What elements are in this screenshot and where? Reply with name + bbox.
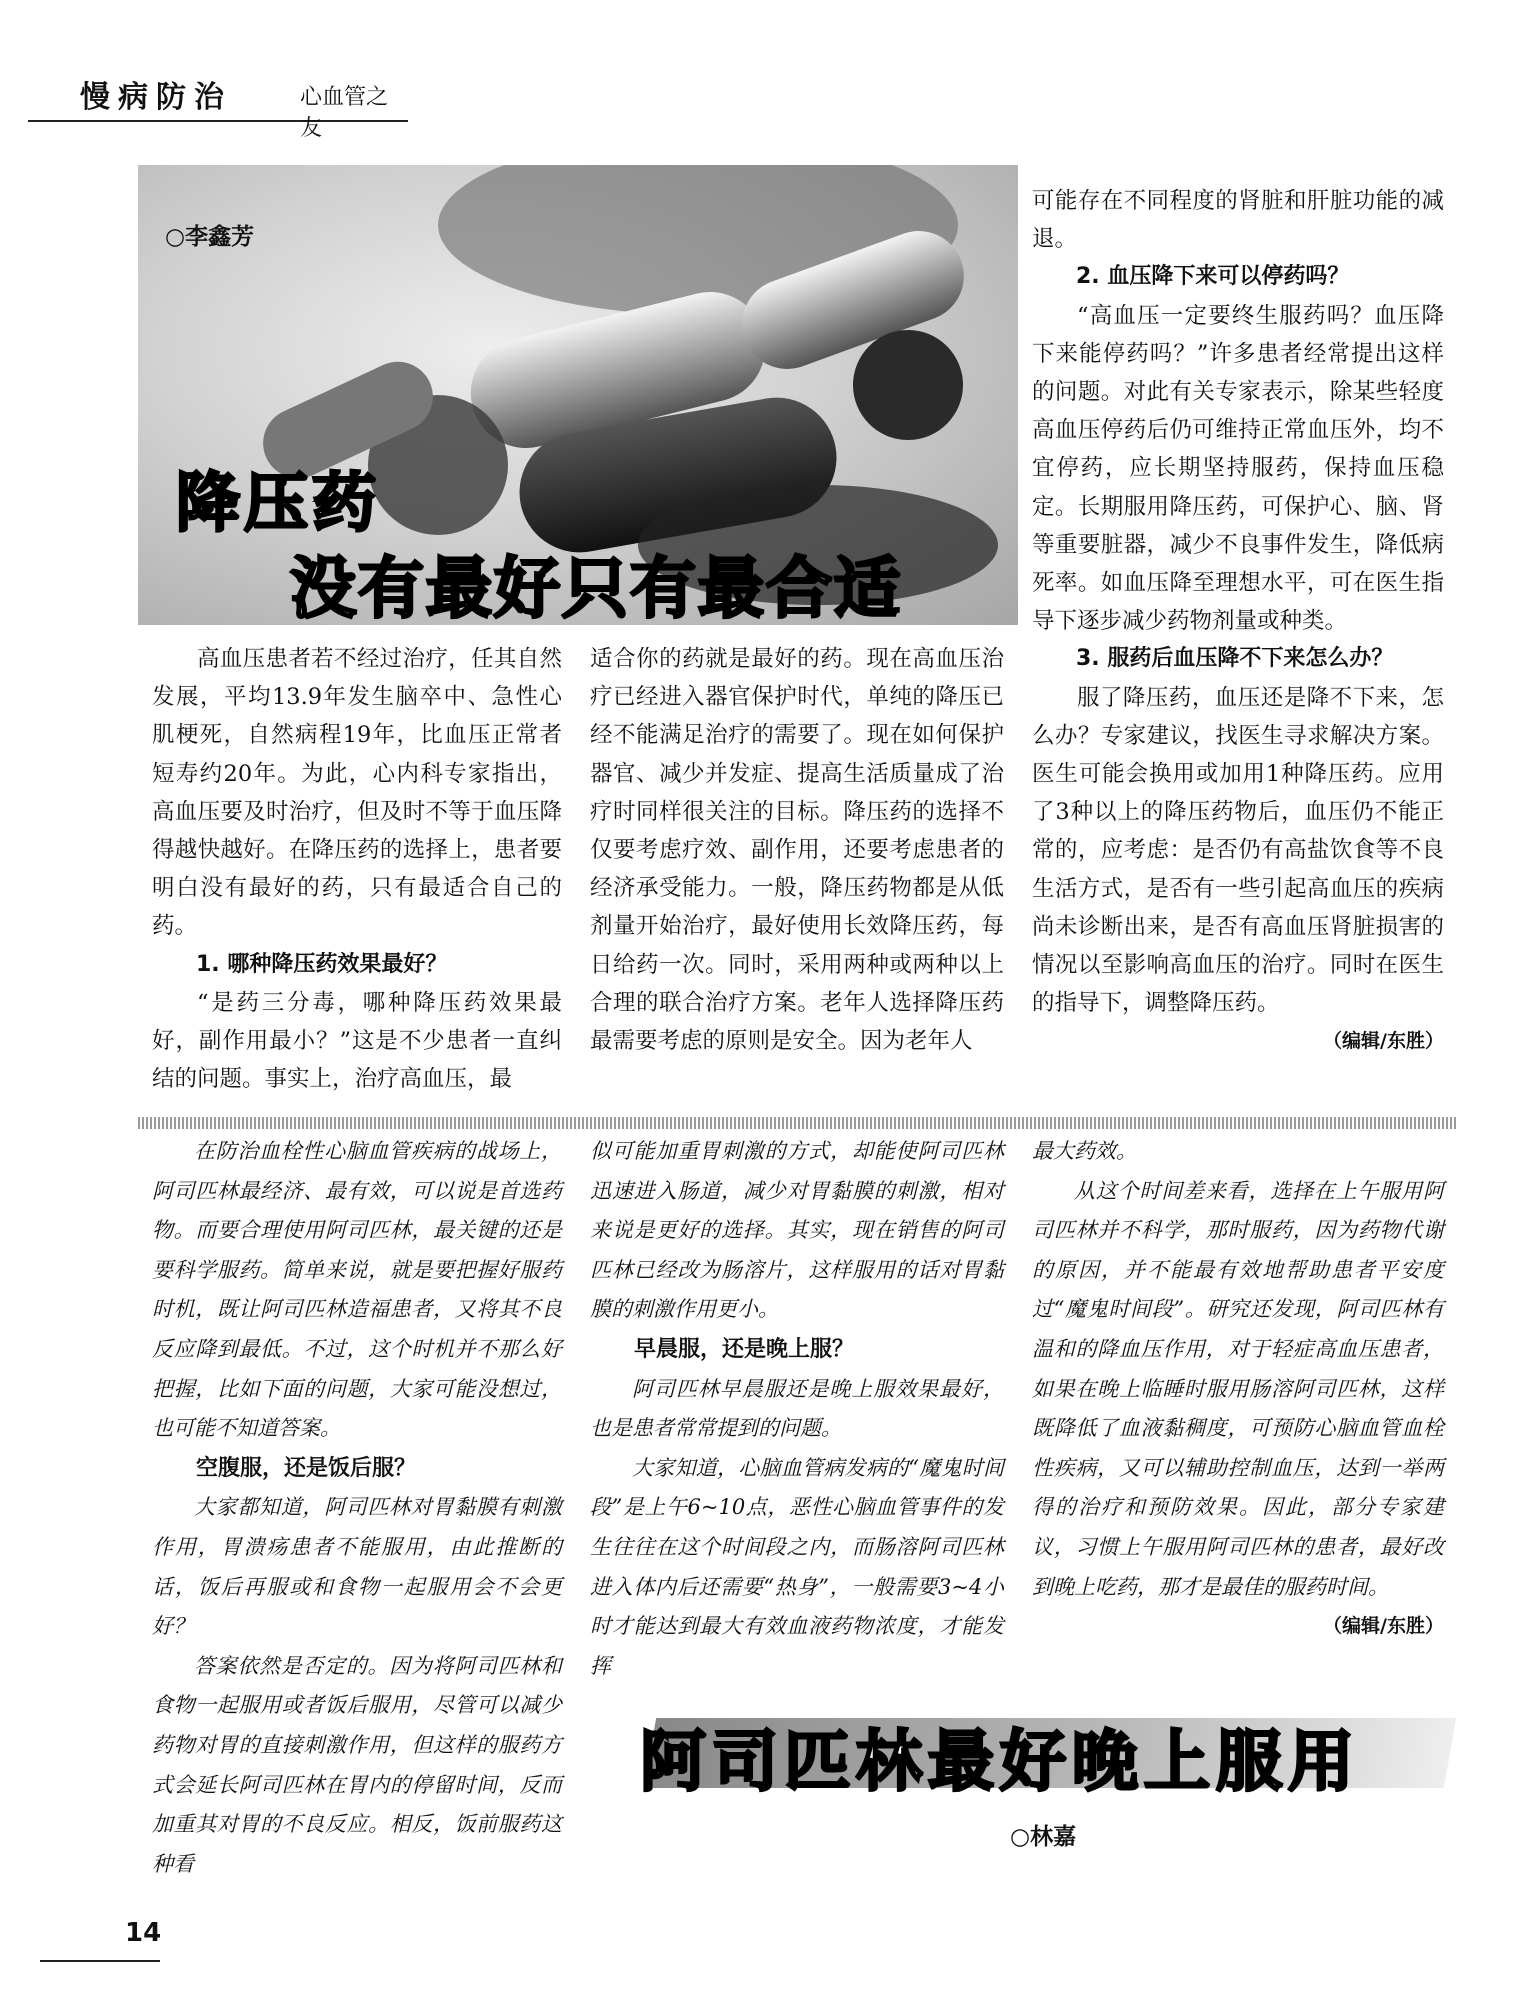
article2-author: ○林嘉	[1010, 1824, 1077, 1850]
article-divider	[138, 1117, 1458, 1129]
paragraph: 大家知道，心脑血管病发病的“魔鬼时间段”是上午6~10点，恶性心脑血管事件的发生往往在这个时间段之内，而肠溶阿司匹林进入体内后还需要“热身”，一般需要3~4小时才能达到最大有效血液药物浓度，才能发挥	[590, 1455, 1004, 1678]
paragraph: 在防治血栓性心脑血管疾病的战场上，阿司匹林最经济、最有效，可以说是首选药物。而要合理使用阿司匹林，最关键的还是要科学服药。简单来说，就是要把握好服药时机，既让阿司匹林造福患者，又将其不良反应降到最低。不过，这个时机并不那么好把握，比如下面的问题，大家可能没想过，也可能不知道答案。	[152, 1139, 562, 1441]
running-header	[28, 58, 408, 141]
editor-credit: （编辑/东胜）	[1323, 1030, 1444, 1053]
paragraph: 适合你的药就是最好的药。现在高血压治疗已经进入器官保护时代，单纯的降压已经不能满足治疗的需要了。现在如何保护器官、减少并发症、提高生活质量成了治疗时同样很关注的目标。降压药的选择不仅要考虑疗效、副作用，还要考虑患者的经济承受能力。一般，降压药物都是从低剂量开始治疗，最好使用长效降压药，每日给药一次。同时，采用两种或两种以上合理的联合治疗方案。老年人选择降压药最需要考虑的原则是安全。因为老年人	[590, 646, 1004, 1055]
paragraph: 阿司匹林早晨服还是晚上服效果最好，也是患者常常提到的问题。	[590, 1376, 1004, 1441]
paragraph: “是药三分毒，哪种降压药效果最好，副作用最小？”这是不少患者一直纠结的问题。事实上，治疗高血压，最	[152, 989, 562, 1093]
paragraph: 似可能加重胃刺激的方式，却能使阿司匹林迅速进入肠道，减少对胃黏膜的刺激，相对来说是更好的选择。其实，现在销售的阿司匹林已经改为肠溶片，这样服用的话对胃黏膜的刺激作用更小。	[590, 1139, 1004, 1322]
paragraph: 大家都知道，阿司匹林对胃黏膜有刺激作用，胃溃疡患者不能服用，由此推断的话，饭后再服或和食物一起服用会不会更好？	[152, 1495, 562, 1639]
paragraph: 最大药效。	[1032, 1139, 1137, 1163]
paragraph: 服了降压药，血压还是降不下来，怎么办？专家建议，找医生寻求解决方案。医生可能会换用或加用1种降压药。应用了3种以上的降压药物后，血压仍不能正常的，应考虑：是否仍有高盐饮食等不良生活方式，是否有一些引起高血压的疾病尚未诊断出来，是否有高血压肾脏损害的情况以至影响高血压的治疗。同时在医生的指导下，调整降压药。	[1032, 684, 1444, 1017]
article1-author: ○李鑫芳	[165, 224, 255, 250]
article1-title-line2: 没有最好只有最合适	[290, 550, 902, 627]
page-number-rule	[40, 1960, 160, 1962]
section-title: 慢病防治	[80, 80, 232, 115]
article1-column1	[152, 640, 562, 1098]
paragraph: “高血压一定要终生服药吗？血压降下来能停药吗？”许多患者经常提出这样的问题。对此有关专家表示，除某些轻度高血压停药后仍可维持正常血压外，均不宜停药，应长期坚持服药，保持血压稳定。长期服用降压药，可保护心、脑、肾等重要脏器，减少不良事件发生，降低病死率。如血压降至理想水平，可在医生指导下逐步减少药物剂量或种类。	[1032, 302, 1444, 635]
paragraph: 答案依然是否定的。因为将阿司匹林和食物一起服用或者饭后服用，尽管可以减少药物对胃的直接刺激作用，但这样的服药方式会延长阿司匹林在胃内的停留时间，反而加重其对胃的不良反应。相反，饭前服药这种看	[152, 1653, 562, 1876]
article1-column2	[590, 640, 1004, 1060]
article2-column3	[1032, 1132, 1444, 1647]
subheading: 早晨服，还是晚上服？	[634, 1336, 855, 1362]
article1-title-line1: 降压药	[176, 467, 380, 541]
editor-credit: （编辑/东胜）	[1323, 1615, 1444, 1638]
subheading: 1. 哪种降压药效果最好？	[196, 951, 448, 977]
article2-column2	[590, 1132, 1004, 1686]
paragraph: 高血压患者若不经过治疗，任其自然发展，平均13.9年发生脑卒中、急性心肌梗死，自然病程19年，比血压正常者短寿约20年。为此，心内科专家指出，高血压要及时治疗，但及时不等于血压降得越快越好。在降压药的选择上，患者要明白没有最好的药，只有最适合自己的药。	[152, 646, 562, 940]
subheading: 3. 服药后血压降不下来怎么办？	[1076, 646, 1394, 672]
column-title: 心血管之友	[300, 85, 389, 141]
article2-title-banner	[620, 1700, 1450, 1810]
page-number: 14	[125, 1918, 162, 1948]
article2-column1	[152, 1132, 562, 1884]
subheading: 空腹服，还是饭后服？	[196, 1455, 417, 1481]
paragraph: 可能存在不同程度的肾脏和肝脏功能的减退。	[1032, 188, 1444, 253]
article1-column3	[1032, 182, 1444, 1061]
paragraph: 从这个时间差来看，选择在上午服用阿司匹林并不科学，那时服药，因为药物代谢的原因，并不能最有效地帮助患者平安度过“魔鬼时间段”。研究还发现，阿司匹林有温和的降血压作用，对于轻症高血压患者，如果在晚上临睡时服用肠溶阿司匹林，这样既降低了血液黏稠度，可预防心脑血管血栓性疾病，又可以辅助控制血压，达到一举两得的治疗和预防效果。因此，部分专家建议，习惯上午服用阿司匹林的患者，最好改到晚上吃药，那才是最佳的服药时间。	[1032, 1178, 1444, 1599]
article2-title: 阿司匹林最好晚上服用	[640, 1723, 1360, 1800]
subheading: 2. 血压降下来可以停药吗？	[1076, 264, 1350, 290]
